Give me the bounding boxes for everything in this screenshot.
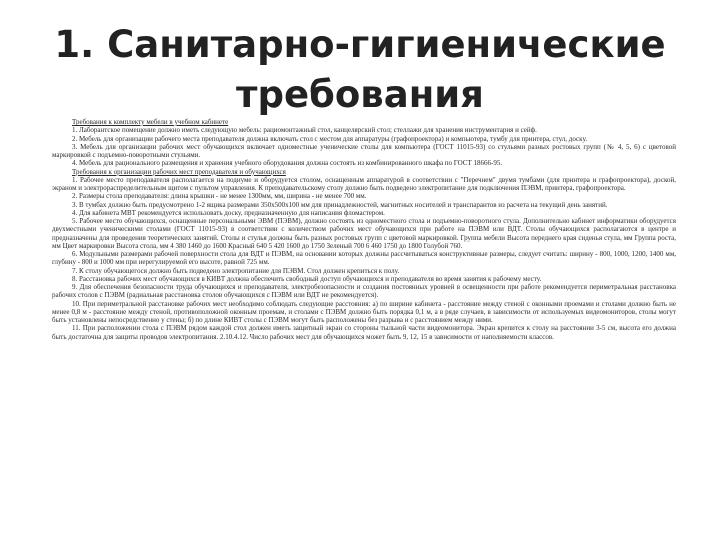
requirement-paragraph: 9. Для обеспечения безопасности труда обучающихся и преподавателя, электробезопасности и создания постоянных уровней в освещенности при работе рекомендуется периметральная расстановка рабочих столов с ПЭВМ (радиальная расстановка столов обучающихся с ПЭВМ или ВДТ не рекомендуется). <box>52 283 676 300</box>
section-heading: Требования к организации рабочих мест преподавателя и обучающихся <box>72 167 286 176</box>
requirement-paragraph: 10. При периметральной расстановке рабочих мест необходимо соблюдать следующие расстояния: а) по ширине кабинета - расстояние между стеной с оконными проемами и столами должно быть не менее 0,8 м - расстояние между стеной, противоположной оконным проемам, и столами с ПЭВМ должно быть порядка 0,1 м, а в ряде случаев, в зависимости от используемых видеомониторов, столы могут быть установлены непосредственно у стены; б) по длине КИВТ столы с ПЭВМ могут быть расположены без разрыва и с расстоянием между ними. <box>52 299 676 324</box>
requirement-paragraph: 8. Расстановка рабочих мест обучающихся в КИВТ должна обеспечить свободный доступ обучающихся и преподавателя во время занятия к рабочему месту. <box>72 274 542 283</box>
slide-title <box>0 20 720 120</box>
title-line-2: требования <box>236 73 484 116</box>
requirement-paragraph: 11. При расположении стола с ПЭВМ рядом каждой стол должен иметь защитный экран со стороны тыльной части видеомонитора. Экран крепится к столу на расстоянии 3-5 см, высота его должна быть достаточна для защиты проводов электропитания. 2.10.4.12. Число рабочих мест для обучающихся может быть 9, 12, 15 в зависимости от наполняемости классов. <box>52 324 676 341</box>
requirement-paragraph: 2. Размеры стола преподавателя: длина крышки - не менее 1300мм, мм, ширина - не менее 700 мм. <box>72 192 367 201</box>
requirement-paragraph: 4. Для кабинета МВТ рекомендуется использовать доску, предназначенную для написания фломастером. <box>72 208 385 217</box>
requirement-paragraph: 2. Мебель для организации рабочего места преподавателя должна включать стол с местом для аппаратуры (графопроектора) и компьютера, тумбу для принтера, стул, доску. <box>72 134 587 143</box>
document-body <box>52 118 676 341</box>
requirement-paragraph: 6. Модульными размерами рабочей поверхности стола для ВДТ и ПЭВМ, на основании которых должны рассчитываться конструктивные размеры, следует считать: ширину - 800, 1000, 1200, 1400 мм, глубину - 800 и 1000 мм при нерегулируемой его высоте, равной 725 мм. <box>52 250 676 267</box>
requirement-paragraph: 7. К столу обучающегося должно быть подведено электропитание для ПЭВМ. Стол должен крепиться к полу. <box>72 266 400 275</box>
requirement-paragraph: 5. Рабочее место обучающихся, оснащенные персональными ЭВМ (ПЭВМ), должно состоять из одноместного стола и подъемно-поворотного стула. Дополнительно кабинет информатики оборудуется двухместными ученическими столами (ГОСТ 11015-93) в соответствии с количеством рабочих мест обучающихся при работе на ПЭВМ или ВДТ. Столы обучающихся располагаются в центре и предназначены для проведения теоретических занятий. Столы и стулья должны быть разных ростовых групп с цветовой маркировкой. Группа мебели Высота переднего края сиденья стула, мм Группа роста, мм Цвет маркировки Высота стола, мм 4 380 1460 до 1600 Красный 640 5 420 1600 до 1750 Зеленый 700 6 460 1750 до 1800 Голубой 760. <box>52 217 676 250</box>
section-heading: Требования к комплекту мебели в учебном кабинете <box>72 118 229 126</box>
requirement-paragraph: 4. Мебель для рационального размещения и хранения учебного оборудования должна состоять из комбинированного шкафа по ГОСТ 18666-95. <box>72 159 503 168</box>
title-line-1: 1. Санитарно-гигиенические <box>54 23 666 66</box>
requirement-paragraph: 1. Лаборантское помещение должно иметь следующую мебель: рациомонтажный стол, канцелярский стол; стеллажи для хранения инструментария и сейф. <box>72 126 537 135</box>
requirement-paragraph: 3. Мебель для организации рабочих мест обучающихся включает одноместные ученические столы для компьютера (ГОСТ 11015-93) со стульями разных ростовых групп (№ 4, 5, 6) с цветовой маркировкой с подъемно-поворотными стульями. <box>52 142 676 159</box>
requirement-paragraph: 1. Рабочее место преподавателя располагается на подиуме и оборудуется столом, оснащенным аппаратурой в соответствии с "Перечнем" двумя тумбами (для принтера и графопроектора), доской, экраном и электрораспределительным щитом с пультом управления. К преподавательскому столу должно быть подведено электропитание для подключения ПЭВМ, принтера, графопроектора. <box>52 175 676 192</box>
requirement-paragraph: 3. В тумбах должно быть предусмотрено 1-2 ящика размерами 350х500х100 мм для принадлежностей, магнитных носителей и транспарантов из расчета на текущий день занятий. <box>72 200 608 209</box>
